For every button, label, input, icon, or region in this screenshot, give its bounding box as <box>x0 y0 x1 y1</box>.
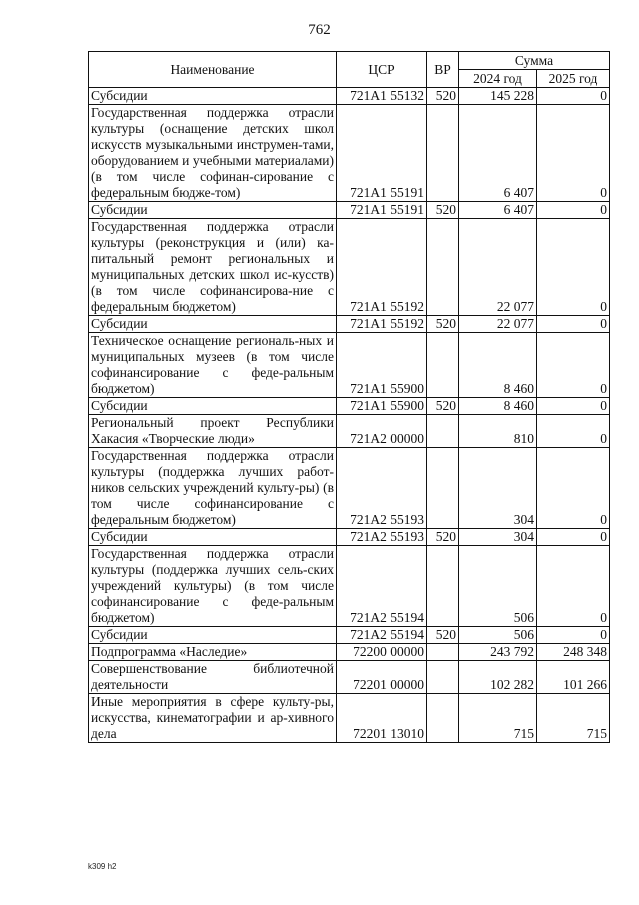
footer-code: k309 h2 <box>88 862 117 871</box>
cell-y2025: 0 <box>537 529 610 546</box>
cell-name: Подпрограмма «Наследие» <box>89 644 337 661</box>
cell-y2024: 102 282 <box>459 661 537 694</box>
cell-y2024: 6 407 <box>459 105 537 202</box>
cell-name: Субсидии <box>89 529 337 546</box>
cell-vr: 520 <box>427 202 459 219</box>
cell-y2025: 0 <box>537 627 610 644</box>
table-row <box>89 546 610 627</box>
cell-y2025: 0 <box>537 448 610 529</box>
table-row <box>89 448 610 529</box>
cell-y2025: 248 348 <box>537 644 610 661</box>
cell-vr <box>427 644 459 661</box>
cell-y2024: 715 <box>459 694 537 743</box>
table-row <box>89 316 610 333</box>
page-number: 762 <box>308 22 331 38</box>
cell-y2025: 0 <box>537 105 610 202</box>
cell-y2025: 0 <box>537 88 610 105</box>
table-body <box>89 88 610 743</box>
cell-name: Техническое оснащение региональ-ных и муниципальных музеев (в том числе софинансирование с феде-ральным бюджетом) <box>89 333 337 398</box>
table-row <box>89 694 610 743</box>
cell-csr: 721А1 55192 <box>337 316 427 333</box>
cell-csr: 721А1 55191 <box>337 105 427 202</box>
cell-name: Государственная поддержка отрасли культуры (реконструкция и (или) ка-питальный ремонт региональных и муниципальных детских школ ис-кусств) (в том числе софинансирова-ние с федеральным бюджетом) <box>89 219 337 316</box>
header-vr: ВР <box>427 52 459 88</box>
header-sum: Сумма <box>459 52 610 70</box>
cell-csr: 721А1 55900 <box>337 333 427 398</box>
header-csr: ЦСР <box>337 52 427 88</box>
cell-name: Субсидии <box>89 88 337 105</box>
cell-y2025: 0 <box>537 333 610 398</box>
cell-y2024: 6 407 <box>459 202 537 219</box>
cell-y2024: 506 <box>459 546 537 627</box>
budget-table <box>88 51 610 743</box>
table-row <box>89 529 610 546</box>
table-row <box>89 627 610 644</box>
cell-vr <box>427 546 459 627</box>
cell-csr: 721А1 55132 <box>337 88 427 105</box>
cell-csr: 721А2 55193 <box>337 448 427 529</box>
cell-y2025: 0 <box>537 219 610 316</box>
cell-y2024: 22 077 <box>459 316 537 333</box>
cell-vr: 520 <box>427 398 459 415</box>
cell-y2024: 8 460 <box>459 398 537 415</box>
cell-y2024: 304 <box>459 448 537 529</box>
cell-y2024: 304 <box>459 529 537 546</box>
cell-name: Государственная поддержка отрасли культуры (поддержка лучших работ-ников сельских учреждений культу-ры) (в том числе софинансирование с федеральным бюджетом) <box>89 448 337 529</box>
cell-y2024: 8 460 <box>459 333 537 398</box>
cell-vr <box>427 448 459 529</box>
cell-vr: 520 <box>427 627 459 644</box>
cell-name: Субсидии <box>89 316 337 333</box>
cell-name: Государственная поддержка отрасли культуры (поддержка лучших сель-ских учреждений культуры) (в том числе софинансирование с феде-ральным бюджетом) <box>89 546 337 627</box>
table-row <box>89 202 610 219</box>
cell-name: Совершенствование библиотечной деятельности <box>89 661 337 694</box>
cell-y2025: 0 <box>537 398 610 415</box>
cell-name: Иные мероприятия в сфере культу-ры, искусства, кинематографии и ар-хивного дела <box>89 694 337 743</box>
table-row <box>89 661 610 694</box>
table-row <box>89 415 610 448</box>
cell-y2025: 101 266 <box>537 661 610 694</box>
header-name: Наименование <box>89 52 337 88</box>
cell-csr: 721А2 55194 <box>337 546 427 627</box>
cell-vr <box>427 333 459 398</box>
table-row <box>89 219 610 316</box>
cell-y2025: 715 <box>537 694 610 743</box>
cell-y2025: 0 <box>537 415 610 448</box>
table-row <box>89 398 610 415</box>
cell-vr <box>427 661 459 694</box>
cell-name: Субсидии <box>89 202 337 219</box>
cell-csr: 72201 13010 <box>337 694 427 743</box>
cell-name: Субсидии <box>89 398 337 415</box>
cell-y2024: 506 <box>459 627 537 644</box>
table-row <box>89 333 610 398</box>
table-row <box>89 644 610 661</box>
header-2025: 2025 год <box>537 70 610 88</box>
cell-vr <box>427 219 459 316</box>
cell-vr <box>427 694 459 743</box>
cell-name: Региональный проект Республики Хакасия «Творческие люди» <box>89 415 337 448</box>
cell-vr: 520 <box>427 529 459 546</box>
cell-csr: 721А2 55193 <box>337 529 427 546</box>
cell-y2024: 243 792 <box>459 644 537 661</box>
cell-csr: 721А2 55194 <box>337 627 427 644</box>
cell-csr: 721А1 55900 <box>337 398 427 415</box>
cell-name: Государственная поддержка отрасли культуры (оснащение детских школ искусств музыкальными инструмен-тами, оборудованием и учебными материалами) (в том числе софинан-сирование с федеральным бюдже-том) <box>89 105 337 202</box>
table-row <box>89 105 610 202</box>
cell-csr: 721А2 00000 <box>337 415 427 448</box>
cell-csr: 72200 00000 <box>337 644 427 661</box>
header-2024: 2024 год <box>459 70 537 88</box>
cell-csr: 721А1 55191 <box>337 202 427 219</box>
cell-y2025: 0 <box>537 546 610 627</box>
cell-y2024: 22 077 <box>459 219 537 316</box>
cell-y2024: 145 228 <box>459 88 537 105</box>
cell-vr <box>427 105 459 202</box>
cell-name: Субсидии <box>89 627 337 644</box>
cell-y2024: 810 <box>459 415 537 448</box>
table-row <box>89 88 610 105</box>
cell-y2025: 0 <box>537 316 610 333</box>
cell-vr <box>427 415 459 448</box>
cell-csr: 721А1 55192 <box>337 219 427 316</box>
cell-y2025: 0 <box>537 202 610 219</box>
cell-csr: 72201 00000 <box>337 661 427 694</box>
cell-vr: 520 <box>427 316 459 333</box>
cell-vr: 520 <box>427 88 459 105</box>
